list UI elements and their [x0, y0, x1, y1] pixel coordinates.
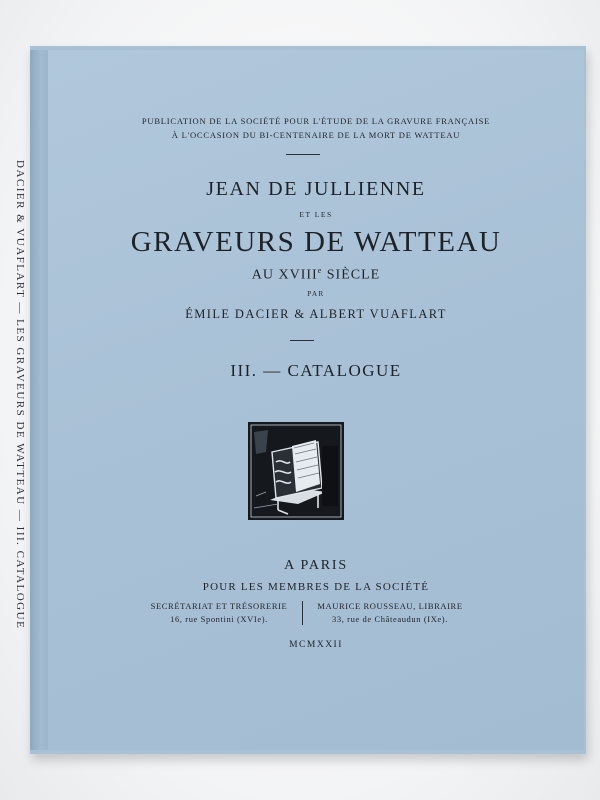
title-century: AU XVIII	[251, 267, 318, 283]
engraving-vignette	[248, 422, 344, 520]
title-et: ET LES	[299, 210, 333, 219]
title-line-2: GRAVEURS DE WATTEAU	[130, 226, 502, 258]
address-separator	[302, 601, 303, 625]
address-right	[310, 600, 470, 626]
publication-line-1: PUBLICATION DE LA SOCIÉTÉ POUR L'ÉTUDE DE LA GRAVURE FRANÇAISE	[141, 116, 491, 126]
title-line-1: JEAN DE JULLIENNE	[206, 178, 426, 200]
by-label: PAR	[307, 290, 325, 298]
title-century-sup: e	[317, 266, 323, 275]
publication-line-2: À L'OCCASION DU BI-CENTENAIRE DE LA MORT DE WATTEAU	[171, 130, 461, 140]
authors: ÉMILE DACIER & ALBERT VUAFLART	[185, 307, 447, 321]
spine-title: DACIER & VUAFLART — LES GRAVEURS DE WATTEAU — III. CATALOGUE	[14, 160, 26, 630]
book-spine	[30, 50, 49, 750]
volume-title: III. — CATALOGUE	[230, 361, 402, 380]
address-left-line-1: SECRÉTARIAT ET TRÉSORERIE	[150, 601, 288, 611]
members-line: POUR LES MEMBRES DE LA SOCIÉTÉ	[202, 581, 430, 593]
book-cover	[48, 50, 584, 750]
address-left	[144, 600, 294, 626]
title-siecle: SIÈCLE	[322, 267, 381, 283]
title-line-3	[48, 266, 584, 284]
publication-date: MCMXXII	[289, 640, 343, 650]
divider-top	[286, 154, 320, 155]
divider-middle	[290, 340, 314, 341]
address-right-line-2: 33, rue de Châteaudun (IXe).	[332, 614, 448, 624]
address-left-line-2: 16, rue Spontini (XVIe).	[170, 614, 268, 624]
address-right-line-1: MAURICE ROUSSEAU, LIBRAIRE	[317, 601, 463, 611]
city: A PARIS	[284, 558, 348, 573]
